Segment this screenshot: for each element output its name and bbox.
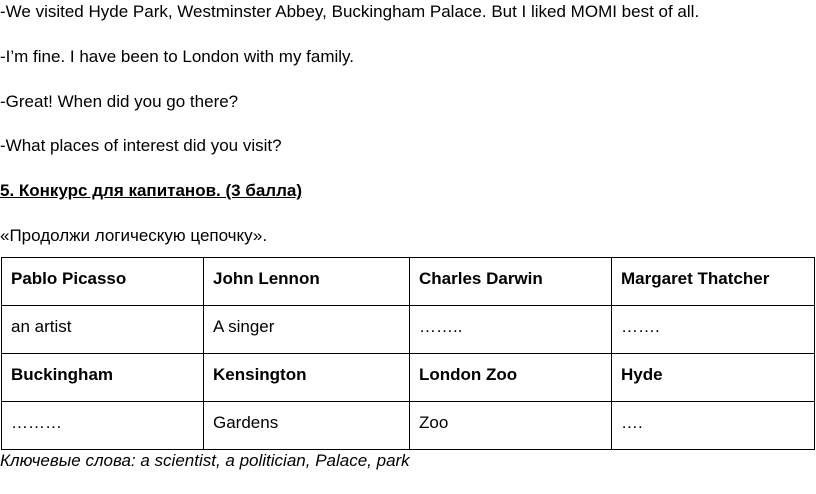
- table-row: [2, 258, 815, 306]
- dialogue-line-2: -I’m fine. I have been to London with my family.: [0, 47, 355, 66]
- table-cell: Hyde: [612, 354, 815, 402]
- table-cell: ….: [612, 402, 815, 450]
- table-cell: …….: [612, 306, 815, 354]
- table-cell: an artist: [2, 306, 204, 354]
- table-row: [2, 306, 815, 354]
- table-cell: Margaret Thatcher: [612, 258, 815, 306]
- dialogue-line-3: -Great! When did you go there?: [0, 92, 239, 111]
- table-cell: ………: [2, 402, 204, 450]
- table-cell: Charles Darwin: [410, 258, 612, 306]
- table-cell: Kensington: [204, 354, 410, 402]
- table-cell: Pablo Picasso: [2, 258, 204, 306]
- table-cell: John Lennon: [204, 258, 410, 306]
- table-cell: London Zoo: [410, 354, 612, 402]
- table-cell: A singer: [204, 306, 410, 354]
- table-row: [2, 402, 815, 450]
- keywords-line: Ключевые слова: a scientist, a politician, Palace, park: [0, 451, 410, 470]
- dialogue-line-4: -What places of interest did you visit?: [0, 136, 282, 155]
- dialogue-line-1: -We visited Hyde Park, Westminster Abbey, Buckingham Palace. But I liked MOMI best of all.: [0, 2, 700, 21]
- table-row: [2, 354, 815, 402]
- table-cell: Gardens: [204, 402, 410, 450]
- logic-chain-table: [1, 257, 815, 450]
- task-instruction: «Продолжи логическую цепочку».: [0, 226, 268, 245]
- table-cell: ……..: [410, 306, 612, 354]
- task-heading: 5. Конкурс для капитанов. (3 балла): [0, 181, 302, 200]
- table-cell: Zoo: [410, 402, 612, 450]
- table-cell: Buckingham: [2, 354, 204, 402]
